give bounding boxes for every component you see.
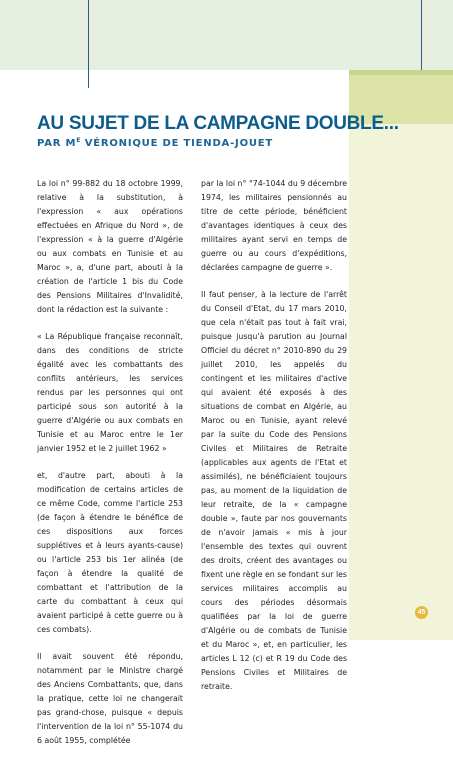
paragraph: La loi n° 99-882 du 18 octobre 1999, relative à la substitution, à l'expression « aux opérations effectuées en Afrique du Nord », de l'expression « à la guerre d'Algérie ou aux combats en Tunisie et au Maroc », a, d'une part, abouti à la création de l'article 1 bis du Code des Pensions Militaires d'Invalidité, dont la rédaction est la suivante : (37, 179, 183, 314)
byline-author-name: VÉRONIQUE DE TIENDA-JOUET (84, 138, 274, 149)
paragraph: Il avait souvent été répondu, notamment par le Ministre chargé des Anciens Combattants, que, dans la pratique, cette loi ne changerait pas grand-chose, puisque « depuis l'intervention de la loi n° 55-1074 du 6 août 1955, complétée (37, 652, 183, 745)
decorative-rule (88, 0, 89, 88)
paragraph: et, d'autre part, abouti à la modification de certains articles de ce même Code, comme l'article 253 (de façon à étendre le bénéfice de ces dispositions aux forces supplétives et à leurs ayants-cause) ou l'article 253 bis 1er alinéa (de façon à étendre la qualité de combattant et l'attribution de la carte du combattant à ceux qui avaient participé à cette guerre ou à ces combats). (37, 471, 183, 634)
paragraph: par la loi n° °74-1044 du 9 décembre 1974, les militaires pensionnés au titre de cette période, bénéficient d'avantages identiques à ceux des militaires ayant servi en temps de guerre ou au cours d'expéditions, déclarées campagne de guerre ». (201, 179, 347, 272)
byline-prefix: PAR M (37, 138, 77, 149)
header-band (0, 0, 453, 70)
paragraph: Il faut penser, à la lecture de l'arrêt du Conseil d'Etat, du 17 mars 2010, que cela n'était pas tout à fait vrai, puisque jusqu'à parution au Journal Officiel du décret n° 2010-890 du 29 juillet 2010, les appelés du contingent et les militaires d'active qui avaient été exposés à des situations de combat en Algérie, au Maroc ou en Tunisie, ayant relevé par la suite du Code des Pensions Civiles et Militaires de Retraite (applicables aux agents de l'Etat et assimilés), ne bénéficiaient toujours pas, au moment de la liquidation de leur retraite, de la « campagne double », faute par nos gouvernants de n'avoir jamais « mis à jour l'ensemble des textes qui ouvrent des droits, créent des avantages ou fixent une règle en se fondant sur les services militaires accomplis au cours des périodes désormais qualifiées par la loi de guerre d'Algérie ou de combats de Tunisie et du Maroc », et, en particulier, les articles L 12 (c) et R 19 du Code des Pensions Civiles et Militaires de retraite. (201, 290, 347, 691)
byline-superscript: E (76, 137, 81, 144)
left-text-column (37, 177, 183, 761)
article-title: AU SUJET DE LA CAMPAGNE DOUBLE... (37, 113, 399, 134)
article-byline (37, 137, 273, 149)
paragraph: « La République française reconnaît, dans des conditions de stricte égalité avec les combattants des conflits antérieurs, les services rendus par les personnes qui ont participé sous son autorité à la guerre d'Algérie ou aux combats en Tunisie et au Maroc entre le 1er janvier 1952 et le 2 juillet 1962 » (37, 332, 183, 453)
side-strip (349, 124, 453, 640)
page-number-badge: 45 (415, 606, 428, 619)
right-text-column (201, 177, 347, 707)
